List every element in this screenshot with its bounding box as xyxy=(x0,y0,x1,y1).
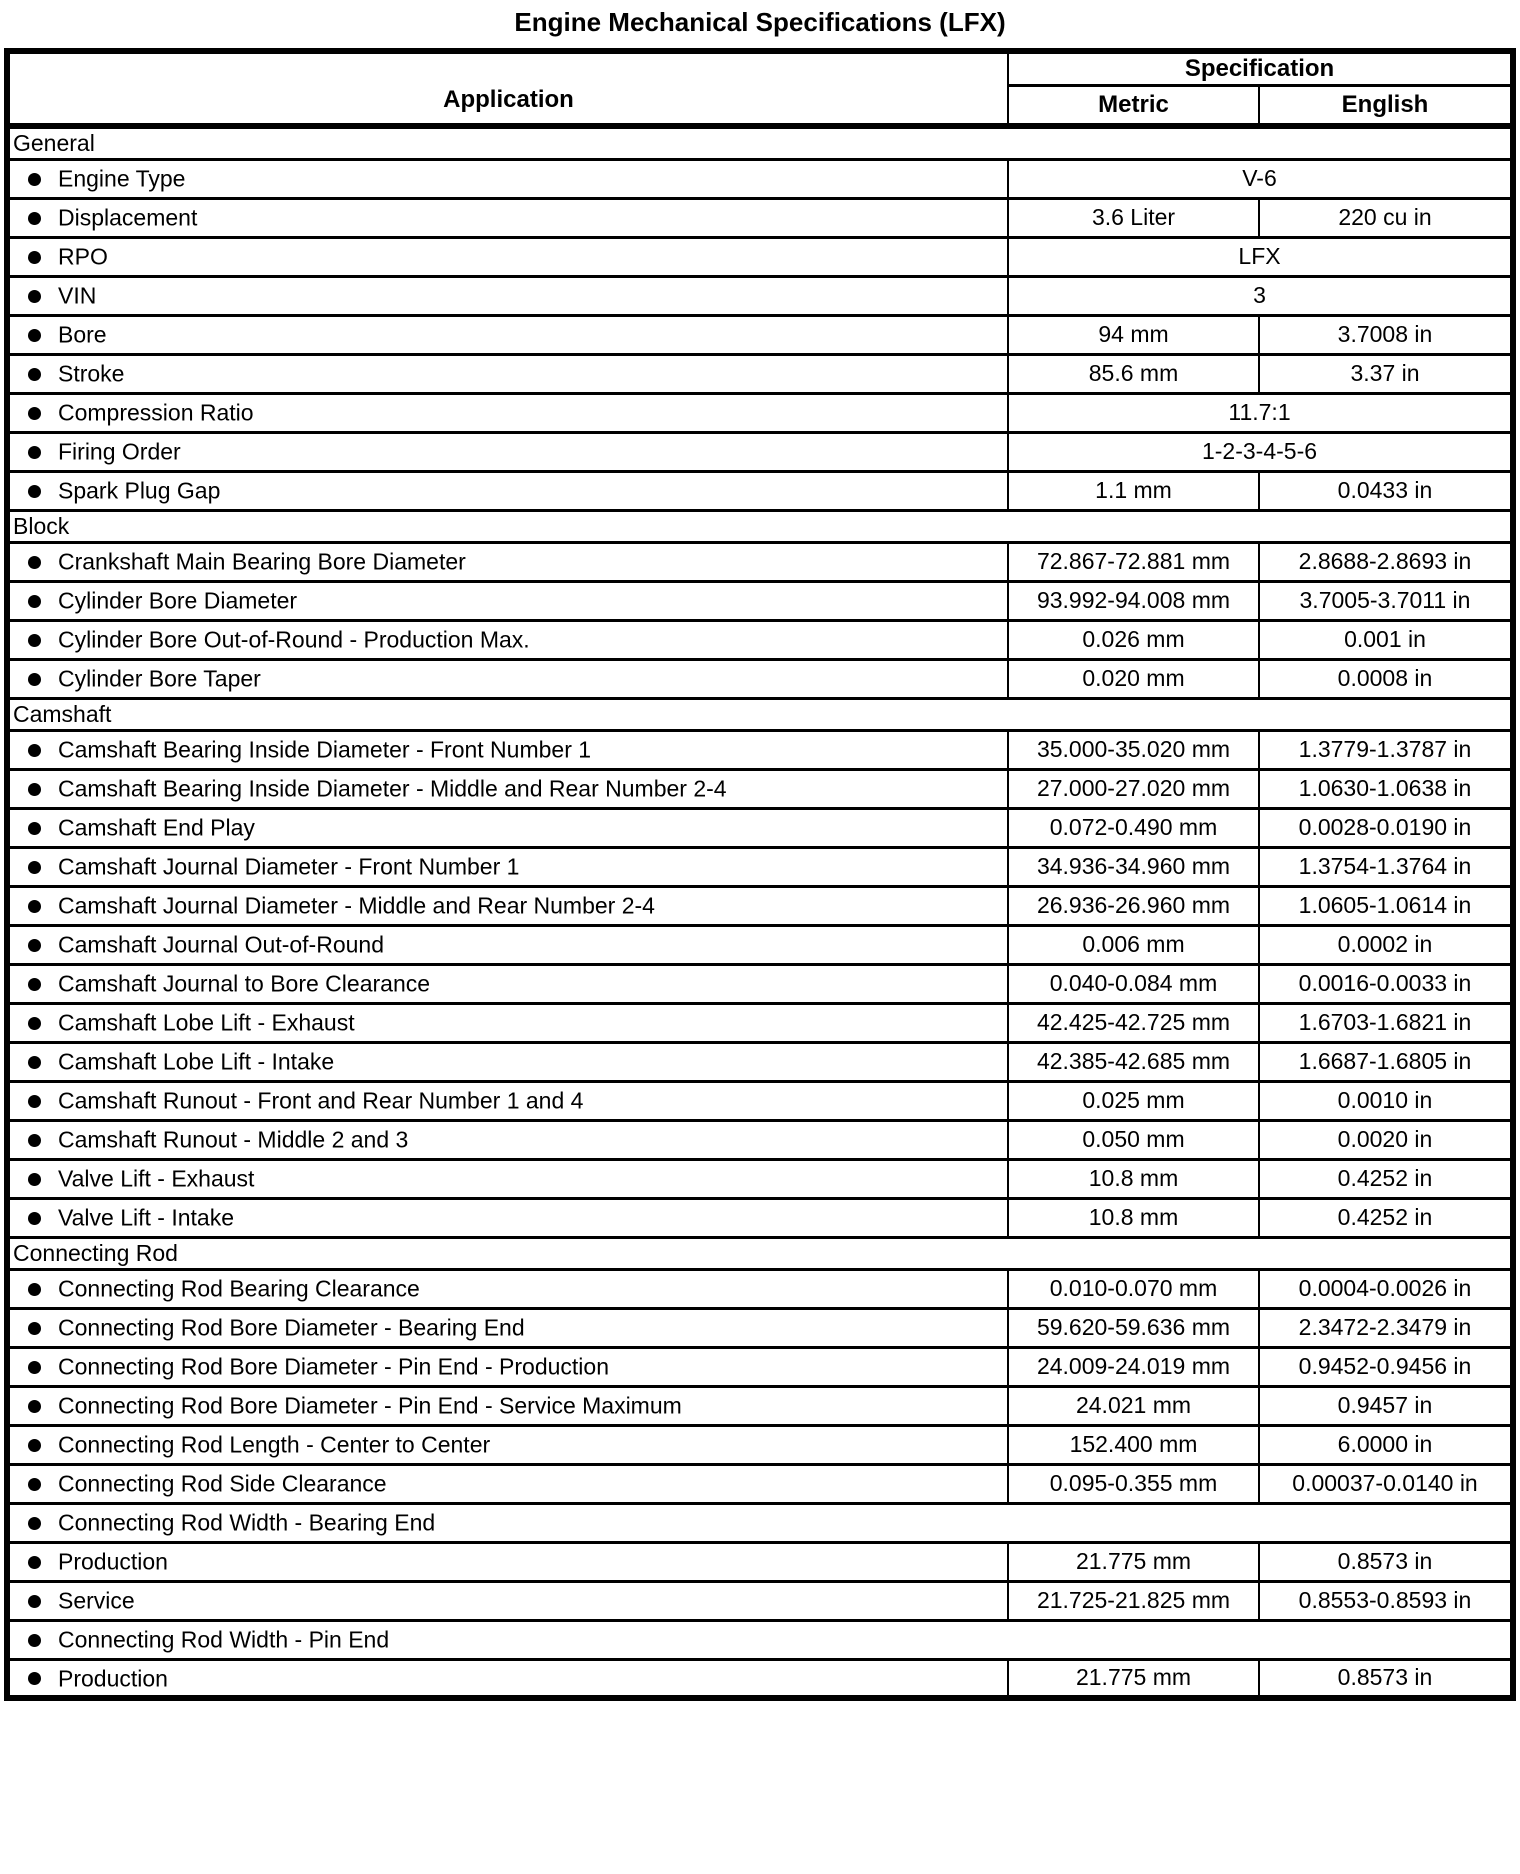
application-cell xyxy=(7,1347,1008,1386)
bullet-icon xyxy=(28,1095,41,1108)
application-label: Connecting Rod Width - Pin End xyxy=(58,1626,390,1653)
bullet-icon xyxy=(28,1361,41,1374)
metric-value-cell: 0.050 mm xyxy=(1008,1120,1259,1159)
english-value-cell: 0.0020 in xyxy=(1259,1120,1513,1159)
bullet-icon xyxy=(28,744,41,757)
specification-span-value-cell: 3 xyxy=(1008,276,1513,315)
english-value-cell: 0.0433 in xyxy=(1259,471,1513,510)
bullet-icon xyxy=(28,1173,41,1186)
metric-value-cell: 10.8 mm xyxy=(1008,1159,1259,1198)
english-value-cell: 0.8553-0.8593 in xyxy=(1259,1581,1513,1620)
application-cell xyxy=(7,659,1008,698)
specification-span-value-cell: 1-2-3-4-5-6 xyxy=(1008,432,1513,471)
application-cell xyxy=(7,159,1008,198)
bullet-icon xyxy=(28,595,41,608)
application-cell xyxy=(7,1120,1008,1159)
metric-value-cell: 0.010-0.070 mm xyxy=(1008,1269,1259,1308)
application-label: Connecting Rod Width - Bearing End xyxy=(58,1509,436,1536)
spec-row xyxy=(7,1542,1513,1581)
english-value-cell: 1.6687-1.6805 in xyxy=(1259,1042,1513,1081)
spec-row xyxy=(7,315,1513,354)
metric-value-cell: 0.072-0.490 mm xyxy=(1008,808,1259,847)
bullet-icon xyxy=(28,556,41,569)
metric-value-cell: 21.775 mm xyxy=(1008,1659,1259,1698)
spec-row xyxy=(7,1003,1513,1042)
spec-row xyxy=(7,1464,1513,1503)
bullet-icon xyxy=(28,939,41,952)
english-value-cell: 3.7005-3.7011 in xyxy=(1259,581,1513,620)
spec-row xyxy=(7,159,1513,198)
application-cell xyxy=(7,354,1008,393)
application-cell xyxy=(7,1542,1008,1581)
application-cell xyxy=(7,847,1008,886)
application-cell xyxy=(7,393,1008,432)
application-label: Connecting Rod Side Clearance xyxy=(58,1470,387,1497)
spec-row xyxy=(7,471,1513,510)
metric-value-cell: 0.025 mm xyxy=(1008,1081,1259,1120)
spec-row xyxy=(7,886,1513,925)
application-label: Camshaft Lobe Lift - Intake xyxy=(58,1048,335,1075)
application-cell xyxy=(7,1269,1008,1308)
application-cell xyxy=(7,1159,1008,1198)
application-cell xyxy=(7,964,1008,1003)
metric-column-header: Metric xyxy=(1008,86,1259,126)
english-value-cell: 2.3472-2.3479 in xyxy=(1259,1308,1513,1347)
metric-value-cell: 0.020 mm xyxy=(1008,659,1259,698)
bullet-icon xyxy=(28,212,41,225)
application-cell xyxy=(7,237,1008,276)
english-value-cell: 2.8688-2.8693 in xyxy=(1259,542,1513,581)
metric-value-cell: 42.385-42.685 mm xyxy=(1008,1042,1259,1081)
application-cell xyxy=(7,1198,1008,1237)
application-label: Cylinder Bore Out-of-Round - Production Max. xyxy=(58,626,530,653)
application-label: Camshaft Runout - Front and Rear Number 1 and 4 xyxy=(58,1087,584,1114)
application-label: Camshaft Bearing Inside Diameter - Middle and Rear Number 2-4 xyxy=(58,775,727,802)
spec-row xyxy=(7,730,1513,769)
spec-row xyxy=(7,620,1513,659)
bullet-icon xyxy=(28,822,41,835)
metric-value-cell: 34.936-34.960 mm xyxy=(1008,847,1259,886)
bullet-icon xyxy=(28,446,41,459)
english-value-cell: 0.00037-0.0140 in xyxy=(1259,1464,1513,1503)
specification-span-value-cell: V-6 xyxy=(1008,159,1513,198)
application-cell xyxy=(7,1308,1008,1347)
bullet-icon xyxy=(28,900,41,913)
english-value-cell: 6.0000 in xyxy=(1259,1425,1513,1464)
application-label: Valve Lift - Exhaust xyxy=(58,1165,255,1192)
application-label: Camshaft Runout - Middle 2 and 3 xyxy=(58,1126,409,1153)
section-label: General xyxy=(7,126,1513,160)
application-cell xyxy=(7,620,1008,659)
english-value-cell: 0.0002 in xyxy=(1259,925,1513,964)
english-column-header: English xyxy=(1259,86,1513,126)
bullet-icon xyxy=(28,1056,41,1069)
application-cell xyxy=(7,315,1008,354)
spec-row xyxy=(7,1269,1513,1308)
application-cell xyxy=(7,1386,1008,1425)
metric-value-cell: 26.936-26.960 mm xyxy=(1008,886,1259,925)
spec-row xyxy=(7,1347,1513,1386)
spec-row xyxy=(7,1659,1513,1698)
bullet-icon xyxy=(28,1634,41,1647)
metric-value-cell: 72.867-72.881 mm xyxy=(1008,542,1259,581)
english-value-cell: 0.9457 in xyxy=(1259,1386,1513,1425)
spec-row xyxy=(7,1386,1513,1425)
english-value-cell: 1.3779-1.3787 in xyxy=(1259,730,1513,769)
application-label: RPO xyxy=(58,243,108,270)
spec-row xyxy=(7,1159,1513,1198)
application-label: Valve Lift - Intake xyxy=(58,1204,234,1231)
application-label: Cylinder Bore Taper xyxy=(58,665,261,692)
header-row-top xyxy=(7,51,1513,86)
application-label: Displacement xyxy=(58,204,198,231)
bullet-icon xyxy=(28,368,41,381)
application-cell xyxy=(7,432,1008,471)
metric-value-cell: 42.425-42.725 mm xyxy=(1008,1003,1259,1042)
english-value-cell: 1.3754-1.3764 in xyxy=(1259,847,1513,886)
application-cell xyxy=(7,886,1008,925)
spec-row xyxy=(7,1120,1513,1159)
bullet-icon xyxy=(28,978,41,991)
section-row xyxy=(7,126,1513,160)
application-cell xyxy=(7,1503,1513,1542)
spec-row xyxy=(7,1581,1513,1620)
section-label: Connecting Rod xyxy=(7,1237,1513,1269)
spec-row xyxy=(7,542,1513,581)
spec-row xyxy=(7,432,1513,471)
application-label: Connecting Rod Bearing Clearance xyxy=(58,1275,420,1302)
metric-value-cell: 21.725-21.825 mm xyxy=(1008,1581,1259,1620)
english-value-cell: 3.7008 in xyxy=(1259,315,1513,354)
application-cell xyxy=(7,769,1008,808)
english-value-cell: 0.4252 in xyxy=(1259,1159,1513,1198)
english-value-cell: 1.6703-1.6821 in xyxy=(1259,1003,1513,1042)
bullet-icon xyxy=(28,1283,41,1296)
application-column-header: Application xyxy=(7,51,1008,126)
application-label: Camshaft Bearing Inside Diameter - Front Number 1 xyxy=(58,736,592,763)
spec-row xyxy=(7,198,1513,237)
metric-value-cell: 3.6 Liter xyxy=(1008,198,1259,237)
application-label: Connecting Rod Bore Diameter - Pin End - Service Maximum xyxy=(58,1392,682,1419)
application-cell xyxy=(7,730,1008,769)
metric-value-cell: 24.009-24.019 mm xyxy=(1008,1347,1259,1386)
spec-row xyxy=(7,769,1513,808)
english-value-cell: 1.0605-1.0614 in xyxy=(1259,886,1513,925)
application-label: Connecting Rod Length - Center to Center xyxy=(58,1431,491,1458)
metric-value-cell: 35.000-35.020 mm xyxy=(1008,730,1259,769)
bullet-icon xyxy=(28,673,41,686)
metric-value-cell: 27.000-27.020 mm xyxy=(1008,769,1259,808)
metric-value-cell: 93.992-94.008 mm xyxy=(1008,581,1259,620)
application-label: Production xyxy=(58,1548,168,1575)
bullet-icon xyxy=(28,407,41,420)
spec-table-body xyxy=(7,126,1513,1699)
bullet-icon xyxy=(28,485,41,498)
bullet-icon xyxy=(28,1517,41,1530)
english-value-cell: 0.4252 in xyxy=(1259,1198,1513,1237)
application-label: VIN xyxy=(58,282,97,309)
application-cell xyxy=(7,471,1008,510)
application-cell xyxy=(7,276,1008,315)
spec-row xyxy=(7,847,1513,886)
spec-row xyxy=(7,276,1513,315)
spec-row xyxy=(7,1620,1513,1659)
specification-span-value-cell: LFX xyxy=(1008,237,1513,276)
english-value-cell: 0.0004-0.0026 in xyxy=(1259,1269,1513,1308)
english-value-cell: 3.37 in xyxy=(1259,354,1513,393)
english-value-cell: 0.0028-0.0190 in xyxy=(1259,808,1513,847)
bullet-icon xyxy=(28,329,41,342)
spec-table-header xyxy=(7,51,1513,126)
bullet-icon xyxy=(28,1212,41,1225)
application-label: Camshaft Lobe Lift - Exhaust xyxy=(58,1009,355,1036)
english-value-cell: 0.9452-0.9456 in xyxy=(1259,1347,1513,1386)
page-title: Engine Mechanical Specifications (LFX) xyxy=(514,7,1006,37)
bullet-icon xyxy=(28,1478,41,1491)
spec-row xyxy=(7,808,1513,847)
spec-row xyxy=(7,354,1513,393)
metric-value-cell: 0.026 mm xyxy=(1008,620,1259,659)
spec-row xyxy=(7,659,1513,698)
application-label: Compression Ratio xyxy=(58,399,254,426)
bullet-icon xyxy=(28,1556,41,1569)
english-value-cell: 1.0630-1.0638 in xyxy=(1259,769,1513,808)
application-label: Spark Plug Gap xyxy=(58,477,221,504)
application-label: Bore xyxy=(58,321,107,348)
spec-row xyxy=(7,1081,1513,1120)
application-label: Connecting Rod Bore Diameter - Pin End - Production xyxy=(58,1353,610,1380)
metric-value-cell: 0.006 mm xyxy=(1008,925,1259,964)
bullet-icon xyxy=(28,290,41,303)
section-row xyxy=(7,510,1513,542)
spec-row xyxy=(7,1503,1513,1542)
bullet-icon xyxy=(28,861,41,874)
spec-row xyxy=(7,393,1513,432)
application-label: Camshaft Journal Out-of-Round xyxy=(58,931,384,958)
application-cell xyxy=(7,1620,1513,1659)
spec-row xyxy=(7,581,1513,620)
application-cell xyxy=(7,1042,1008,1081)
english-value-cell: 0.0016-0.0033 in xyxy=(1259,964,1513,1003)
bullet-icon xyxy=(28,634,41,647)
metric-value-cell: 0.095-0.355 mm xyxy=(1008,1464,1259,1503)
spec-row xyxy=(7,1308,1513,1347)
bullet-icon xyxy=(28,1322,41,1335)
application-label: Engine Type xyxy=(58,165,186,192)
application-cell xyxy=(7,198,1008,237)
metric-value-cell: 10.8 mm xyxy=(1008,1198,1259,1237)
bullet-icon xyxy=(28,1595,41,1608)
metric-value-cell: 24.021 mm xyxy=(1008,1386,1259,1425)
section-row xyxy=(7,1237,1513,1269)
application-label: Connecting Rod Bore Diameter - Bearing End xyxy=(58,1314,525,1341)
application-label: Camshaft End Play xyxy=(58,814,255,841)
application-label: Firing Order xyxy=(58,438,181,465)
application-label: Camshaft Journal to Bore Clearance xyxy=(58,970,431,997)
metric-value-cell: 59.620-59.636 mm xyxy=(1008,1308,1259,1347)
bullet-icon xyxy=(28,173,41,186)
application-label: Production xyxy=(58,1664,168,1691)
application-cell xyxy=(7,1425,1008,1464)
english-value-cell: 0.0008 in xyxy=(1259,659,1513,698)
application-cell xyxy=(7,542,1008,581)
application-label: Stroke xyxy=(58,360,125,387)
bullet-icon xyxy=(28,1672,41,1685)
application-cell xyxy=(7,581,1008,620)
english-value-cell: 0.0010 in xyxy=(1259,1081,1513,1120)
metric-value-cell: 0.040-0.084 mm xyxy=(1008,964,1259,1003)
application-cell xyxy=(7,1081,1008,1120)
bullet-icon xyxy=(28,783,41,796)
bullet-icon xyxy=(28,1439,41,1452)
spec-row xyxy=(7,964,1513,1003)
spec-row xyxy=(7,237,1513,276)
english-value-cell: 220 cu in xyxy=(1259,198,1513,237)
application-cell xyxy=(7,1003,1008,1042)
english-value-cell: 0.8573 in xyxy=(1259,1659,1513,1698)
english-value-cell: 0.001 in xyxy=(1259,620,1513,659)
bullet-icon xyxy=(28,1134,41,1147)
application-cell xyxy=(7,1659,1008,1698)
metric-value-cell: 85.6 mm xyxy=(1008,354,1259,393)
bullet-icon xyxy=(28,1017,41,1030)
application-cell xyxy=(7,808,1008,847)
bullet-icon xyxy=(28,1400,41,1413)
application-label: Service xyxy=(58,1587,135,1614)
metric-value-cell: 94 mm xyxy=(1008,315,1259,354)
spec-row xyxy=(7,925,1513,964)
application-label: Camshaft Journal Diameter - Middle and Rear Number 2-4 xyxy=(58,892,655,919)
section-label: Camshaft xyxy=(7,698,1513,730)
metric-value-cell: 21.775 mm xyxy=(1008,1542,1259,1581)
application-cell xyxy=(7,1464,1008,1503)
application-cell xyxy=(7,1581,1008,1620)
metric-value-cell: 152.400 mm xyxy=(1008,1425,1259,1464)
application-label: Cylinder Bore Diameter xyxy=(58,587,298,614)
section-label: Block xyxy=(7,510,1513,542)
spec-row xyxy=(7,1198,1513,1237)
specification-span-value-cell: 11.7:1 xyxy=(1008,393,1513,432)
section-row xyxy=(7,698,1513,730)
spec-row xyxy=(7,1425,1513,1464)
application-label: Camshaft Journal Diameter - Front Number 1 xyxy=(58,853,520,880)
spec-table xyxy=(4,48,1516,1701)
application-cell xyxy=(7,925,1008,964)
metric-value-cell: 1.1 mm xyxy=(1008,471,1259,510)
specification-column-header: Specification xyxy=(1008,51,1513,86)
english-value-cell: 0.8573 in xyxy=(1259,1542,1513,1581)
bullet-icon xyxy=(28,251,41,264)
spec-row xyxy=(7,1042,1513,1081)
application-label: Crankshaft Main Bearing Bore Diameter xyxy=(58,548,466,575)
